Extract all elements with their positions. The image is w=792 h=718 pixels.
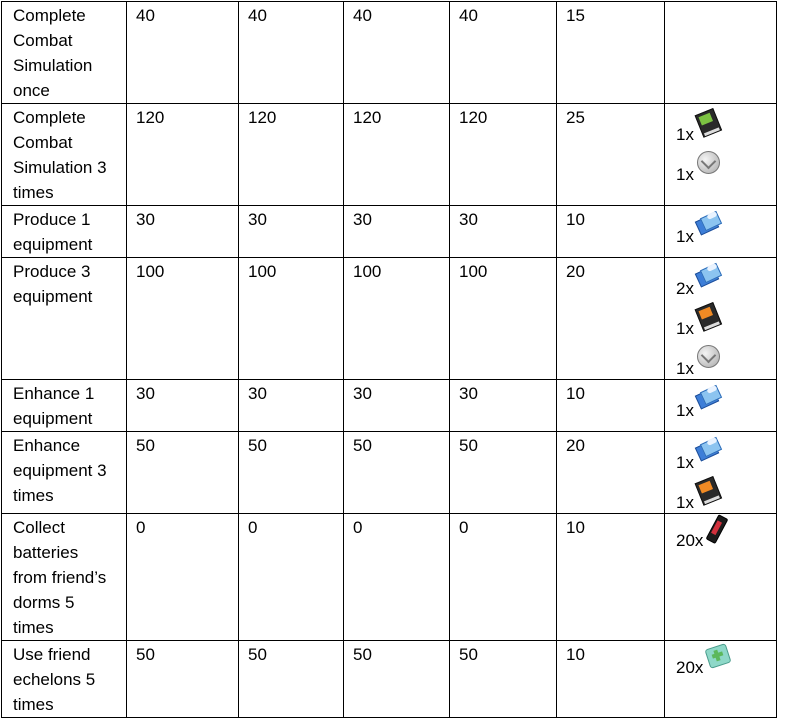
- task-cell: Use friend echelons 5 times: [2, 641, 127, 718]
- task-cell: Complete Combat Simulation 3 times: [2, 104, 127, 206]
- value-cell: 30: [344, 206, 450, 258]
- value-cell: 25: [557, 104, 665, 206]
- reward-item: [676, 517, 766, 551]
- value-cell: 120: [239, 104, 344, 206]
- reward-item: [676, 383, 766, 421]
- reward-cell: [665, 104, 777, 206]
- reward-quantity: 20x: [676, 658, 704, 677]
- reward-quantity: 1x: [676, 125, 694, 144]
- reward-item: [676, 341, 766, 379]
- value-cell: 100: [239, 258, 344, 380]
- table-row: [2, 641, 777, 718]
- reward-cell: [665, 380, 777, 432]
- reward-item: [676, 435, 766, 473]
- value-cell: 50: [344, 432, 450, 514]
- battery-icon: [700, 510, 735, 545]
- value-cell: 0: [344, 514, 450, 641]
- reward-quantity: 2x: [676, 279, 694, 298]
- table-row: [2, 432, 777, 514]
- table-row: [2, 2, 777, 104]
- reward-item: [676, 261, 766, 299]
- task-cell: Produce 3 equipment: [2, 258, 127, 380]
- core-chip-icon: [695, 343, 721, 369]
- reward-cell: [665, 206, 777, 258]
- value-cell: 120: [344, 104, 450, 206]
- blueprint-icon: [695, 263, 721, 289]
- reward-quantity: 1x: [676, 493, 694, 512]
- value-cell: 50: [239, 432, 344, 514]
- task-cell: Enhance equipment 3 times: [2, 432, 127, 514]
- reward-quantity: 1x: [676, 319, 694, 338]
- value-cell: 10: [557, 514, 665, 641]
- task-cell: Produce 1 equipment: [2, 206, 127, 258]
- value-cell: 40: [239, 2, 344, 104]
- blueprint-icon: [695, 211, 721, 237]
- reward-quantity: 20x: [676, 531, 704, 550]
- value-cell: 30: [239, 206, 344, 258]
- value-cell: 20: [557, 432, 665, 514]
- reward-item: [676, 644, 766, 678]
- value-cell: 40: [127, 2, 239, 104]
- value-cell: 50: [344, 641, 450, 718]
- value-cell: 30: [450, 206, 557, 258]
- reward-cell: [665, 2, 777, 104]
- supply-pack-icon: [704, 642, 730, 668]
- value-cell: 15: [557, 2, 665, 104]
- value-cell: 40: [344, 2, 450, 104]
- value-cell: 50: [127, 432, 239, 514]
- value-cell: 120: [127, 104, 239, 206]
- task-cell: Collect batteries from friend’s dorms 5 times: [2, 514, 127, 641]
- table-row: [2, 104, 777, 206]
- table-row: [2, 206, 777, 258]
- reward-item: [676, 209, 766, 247]
- value-cell: 30: [239, 380, 344, 432]
- value-cell: 50: [239, 641, 344, 718]
- blueprint-icon: [695, 385, 721, 411]
- value-cell: 30: [127, 206, 239, 258]
- reward-quantity: 1x: [676, 165, 694, 184]
- value-cell: 30: [127, 380, 239, 432]
- value-cell: 10: [557, 641, 665, 718]
- reward-cell: [665, 432, 777, 514]
- value-cell: 30: [450, 380, 557, 432]
- task-cell: Enhance 1 equipment: [2, 380, 127, 432]
- reward-cell: [665, 641, 777, 718]
- value-cell: 40: [450, 2, 557, 104]
- value-cell: 20: [557, 258, 665, 380]
- value-cell: 10: [557, 206, 665, 258]
- reward-cell: [665, 514, 777, 641]
- value-cell: 100: [450, 258, 557, 380]
- reward-item: [676, 147, 766, 185]
- value-cell: 100: [127, 258, 239, 380]
- reward-item: [676, 301, 766, 339]
- combat-report-green-icon: [691, 105, 725, 139]
- reward-quantity: 1x: [676, 359, 694, 378]
- value-cell: 0: [239, 514, 344, 641]
- reward-quantity: 1x: [676, 227, 694, 246]
- reward-quantity: 1x: [676, 453, 694, 472]
- table-row: [2, 514, 777, 641]
- combat-report-orange-icon: [691, 473, 725, 507]
- blueprint-icon: [695, 437, 721, 463]
- value-cell: 100: [344, 258, 450, 380]
- value-cell: 0: [127, 514, 239, 641]
- value-cell: 120: [450, 104, 557, 206]
- core-chip-icon: [695, 149, 721, 175]
- reward-quantity: 1x: [676, 401, 694, 420]
- table-row: [2, 380, 777, 432]
- table-row: [2, 258, 777, 380]
- quest-reward-table: [1, 1, 777, 718]
- combat-report-orange-icon: [691, 299, 725, 333]
- value-cell: 50: [450, 641, 557, 718]
- reward-item: [676, 107, 766, 145]
- value-cell: 30: [344, 380, 450, 432]
- task-cell: Complete Combat Simulation once: [2, 2, 127, 104]
- reward-cell: [665, 258, 777, 380]
- reward-item: [676, 475, 766, 513]
- value-cell: 10: [557, 380, 665, 432]
- value-cell: 50: [127, 641, 239, 718]
- value-cell: 50: [450, 432, 557, 514]
- value-cell: 0: [450, 514, 557, 641]
